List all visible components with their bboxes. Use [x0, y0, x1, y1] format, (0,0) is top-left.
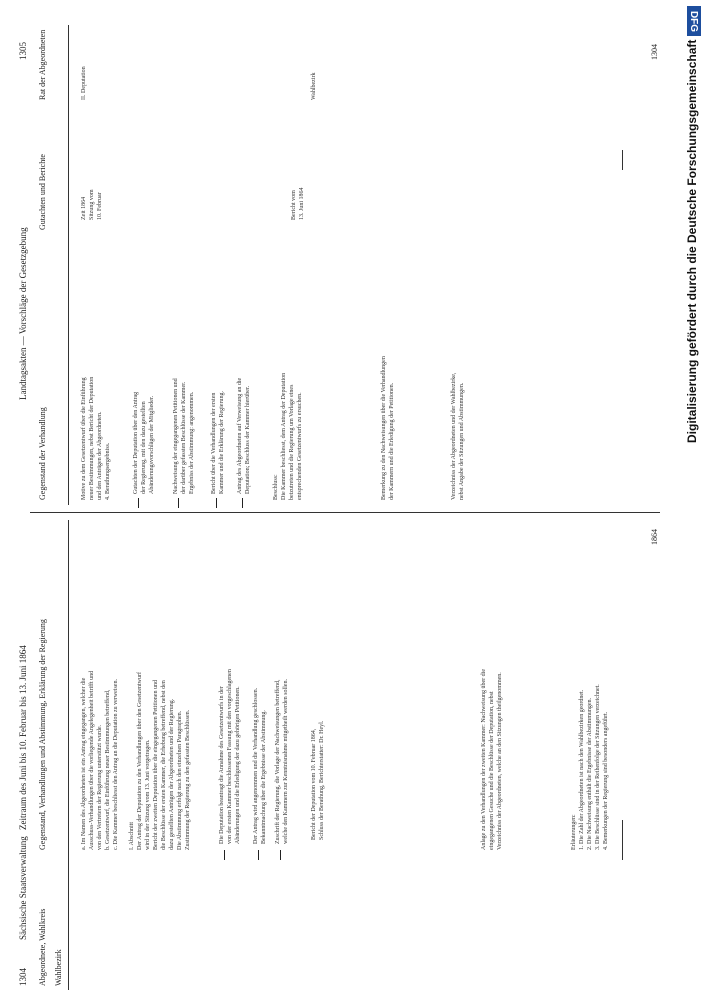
short-rule: [622, 820, 623, 860]
page-footer-number: 1864: [650, 529, 659, 545]
short-rule-right: [622, 150, 623, 170]
column-header-council: Rat der Abgeordneten: [38, 29, 47, 100]
right-page-number: 1305: [18, 42, 28, 60]
entry-dash: [216, 498, 217, 508]
digitization-credit-strip: [681, 0, 707, 1000]
text-block: I. Abschnitt Der Antrag der Deputation zu den Verhandlungen über den Gesetzentwurf wird in der Sitzung vom 13. Juni vorgetragen. Bericht der zweiten Deputation über die eingegangenen Petitionen und die Beschlüsse der ersten Kammer, die Erhebung betreffend, nebst den dazu gestellten Anträgen der Abgeordneten und der Regierung. Die Abstimmung erfolgt nach den einzelnen Paragraphen. Zustimmung der Regierung zu den gefassten Beschlüssen.: [129, 672, 191, 850]
header-rule-left: [68, 520, 69, 990]
side-note: II. Deputation: [81, 66, 87, 100]
text-block: Die Deputation beantragt die Annahme des Gesetzentwurfs in der von der ersten Kammer beschlossenen Fassung mit den vorgeschlagenen Abänderungen und die Erledigung der dazu gehörigen Petitionen.: [219, 669, 241, 844]
side-note: Wahlbezirk: [311, 72, 317, 100]
text-block: Antrag des Abgeordneten auf Verweisung an die Deputation; Beschluss der Kammer hierüber.: [237, 377, 251, 494]
scanned-document-page: [10, 0, 670, 1000]
text-block: a. Im Namen des Abgeordneten ist ein Antrag eingegangen, welcher die Ausschuss-Verhandlungen über die vorliegende Angelegenheit betrifft und von den Vertretern der Regierung unterstützt wurde. b. Gesetzentwurf, die Einführung neuer Bestimmungen betreffend, c. Die Kammer beschliesst den Antrag an die Deputation zu verweisen.: [81, 670, 119, 850]
text-block: Bemerkung zu den Nachweisungen über die Verhandlungen der Kammern und die Erledigung der Petitionen.: [381, 356, 395, 500]
text-block: Der Antrag wird angenommen und die Verhandlung geschlossen. Bekanntmachung über die Ergebnisse der Abstimmung.: [253, 687, 267, 844]
text-block: Nachweisung der eingegangenen Petitionen und der darüber gefassten Beschlüsse der Kammer. Ergebniss der Abstimmung: angenommen.: [173, 378, 195, 494]
column-header-subject: Gegenstand, Verhandlungen und Abstimmung, Erklärung der Regierung: [38, 619, 47, 850]
text-block: Bericht über die Verhandlungen der ersten Kammer und die Erklärung der Regierung.: [211, 391, 225, 494]
text-block: Anlage zu den Verhandlungen der zweiten Kammer: Nachweisung über die eingegangenen Gesuche und die Beschlüsse der Deputation, nebst Verzeichniss der Abgeordneten, welche an den Sitzungen theilgenommen.: [481, 669, 503, 850]
text-block: Zuschrift der Regierung, die Vorlage der Nachweisungen betreffend, welche den Kammern zur Kenntnisnahme mitgetheilt werden sollen.: [275, 679, 289, 844]
column-header-right-subject: Gegenstand der Verhandlung: [38, 407, 47, 500]
text-block: Gutachten der Deputation über den Antrag der Regierung, mit den dazu gestellten Abänderungsvorschlägen der Mitglieder.: [133, 391, 155, 494]
page-footer-number: 1304: [650, 44, 659, 60]
entry-dash: [138, 498, 139, 508]
column-header-deputies: Abgeordnete, Wahlkreis: [38, 908, 47, 986]
right-running-title: Landtagsakten — Vorschläge der Gesetzgebung: [18, 227, 28, 400]
text-block: Erläuterungen: 1. Die Zahl der Abgeordneten ist nach den Wahlbezirken geordnet. 2. Die Nachweisung enthält die Ergebnisse der Abstimmungen. 3. Die Beschlüsse sind in der Reihenfolge der Sitzungen verzeichnet. 4. Bemerkungen der Regierung sind besonders angeführt.: [571, 684, 609, 850]
gutter-rule: [30, 512, 660, 513]
header-rule-right: [68, 25, 69, 505]
text-block: Beschluss: Die Kammer beschliesst, dem Antrag der Deputation beizutreten und die Regierung um Vorlage eines entsprechenden Gesetzentwurfs zu ersuchen.: [273, 372, 303, 500]
left-page-number: 1304: [18, 968, 28, 986]
digitization-credit-text: Digitalisierung gefördert durch die Deutsche Forschungsgemeinschaft: [685, 40, 699, 444]
left-running-subtitle: Zeitraum des Juni bis 10. Februar bis 13. Juni 1864: [18, 645, 28, 830]
entry-dash: [224, 850, 225, 860]
text-block: Verzeichniss der Abgeordneten und der Wahlbezirke, nebst Angabe der Sitzungen und Abstimmungen.: [451, 372, 465, 500]
entry-dash: [242, 498, 243, 508]
side-note: Zeit 1864 Sitzung vom 10. Februar: [81, 189, 103, 220]
left-running-title: Sächsische Staatsverwaltung: [18, 836, 28, 940]
column-header-district: Wahlbezirk: [54, 949, 63, 986]
dfg-logo: DFG: [687, 6, 701, 36]
entry-dash: [178, 498, 179, 508]
entry-dash: [280, 850, 281, 860]
column-header-reports: Gutachten und Berichte: [38, 154, 47, 230]
rotated-page-content: [10, 0, 670, 1000]
text-block: Bericht der Deputation vom 10. Februar 1864, Schluss der Berathung, Berichterstatter: Dr. Heyl.: [311, 720, 325, 840]
side-note: Bericht vom 13. Juni 1864: [291, 187, 305, 220]
text-block: Motive zu dem Gesetzentwurf über die Einführung neuer Bestimmungen, nebst Bericht der Deputation und den Anträgen der Abgeordneten. 4. Berathungsergebniss.: [81, 376, 111, 500]
entry-dash: [258, 850, 259, 860]
